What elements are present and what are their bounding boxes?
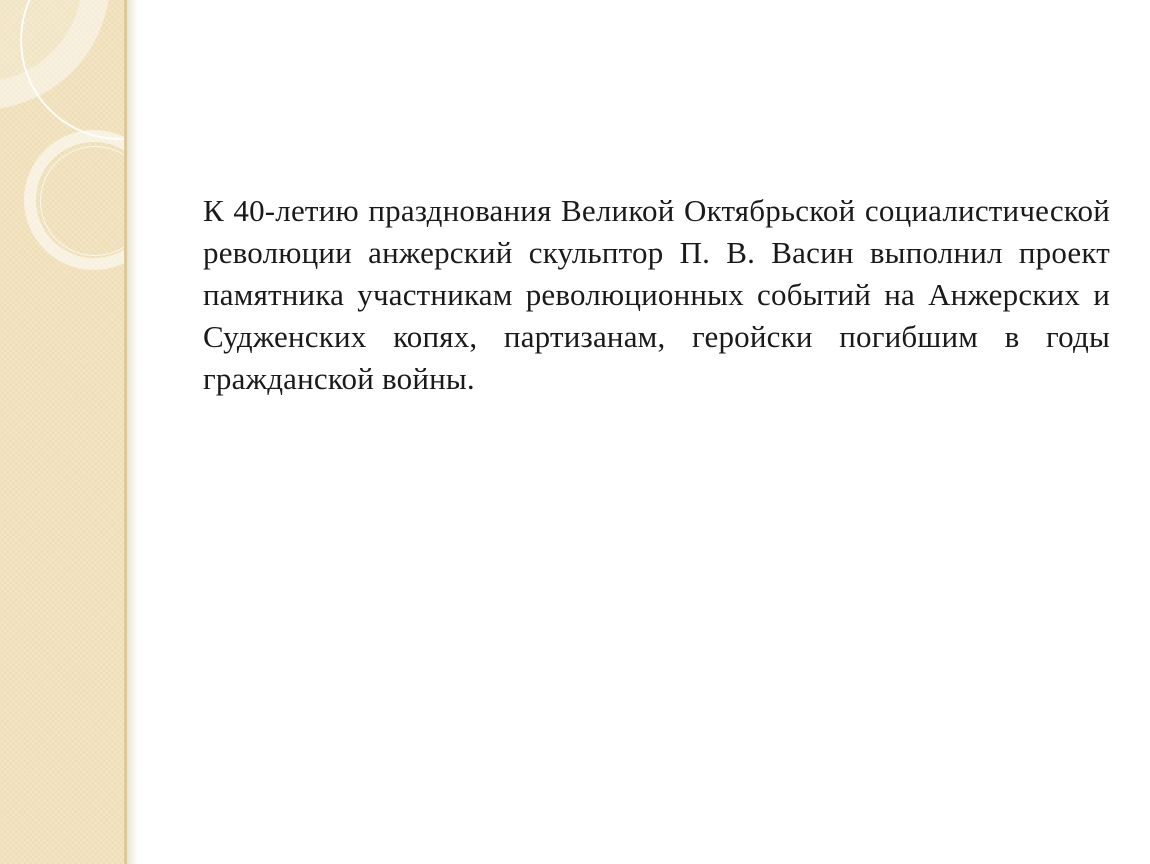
side-panel-shadow: [128, 0, 138, 864]
decorative-side-panel: [0, 0, 126, 864]
slide-body-text: К 40-летию празднования Великой Октябрьской социалистической революции анжерский скульптор П. В. Васин выполнил проект памятника участникам революционных событий на Анжерских и Судженских копях, партизанам, геройски погибшим в годы гражданской войны.: [203, 193, 1110, 396]
decorative-circle-outline: [20, 0, 220, 140]
